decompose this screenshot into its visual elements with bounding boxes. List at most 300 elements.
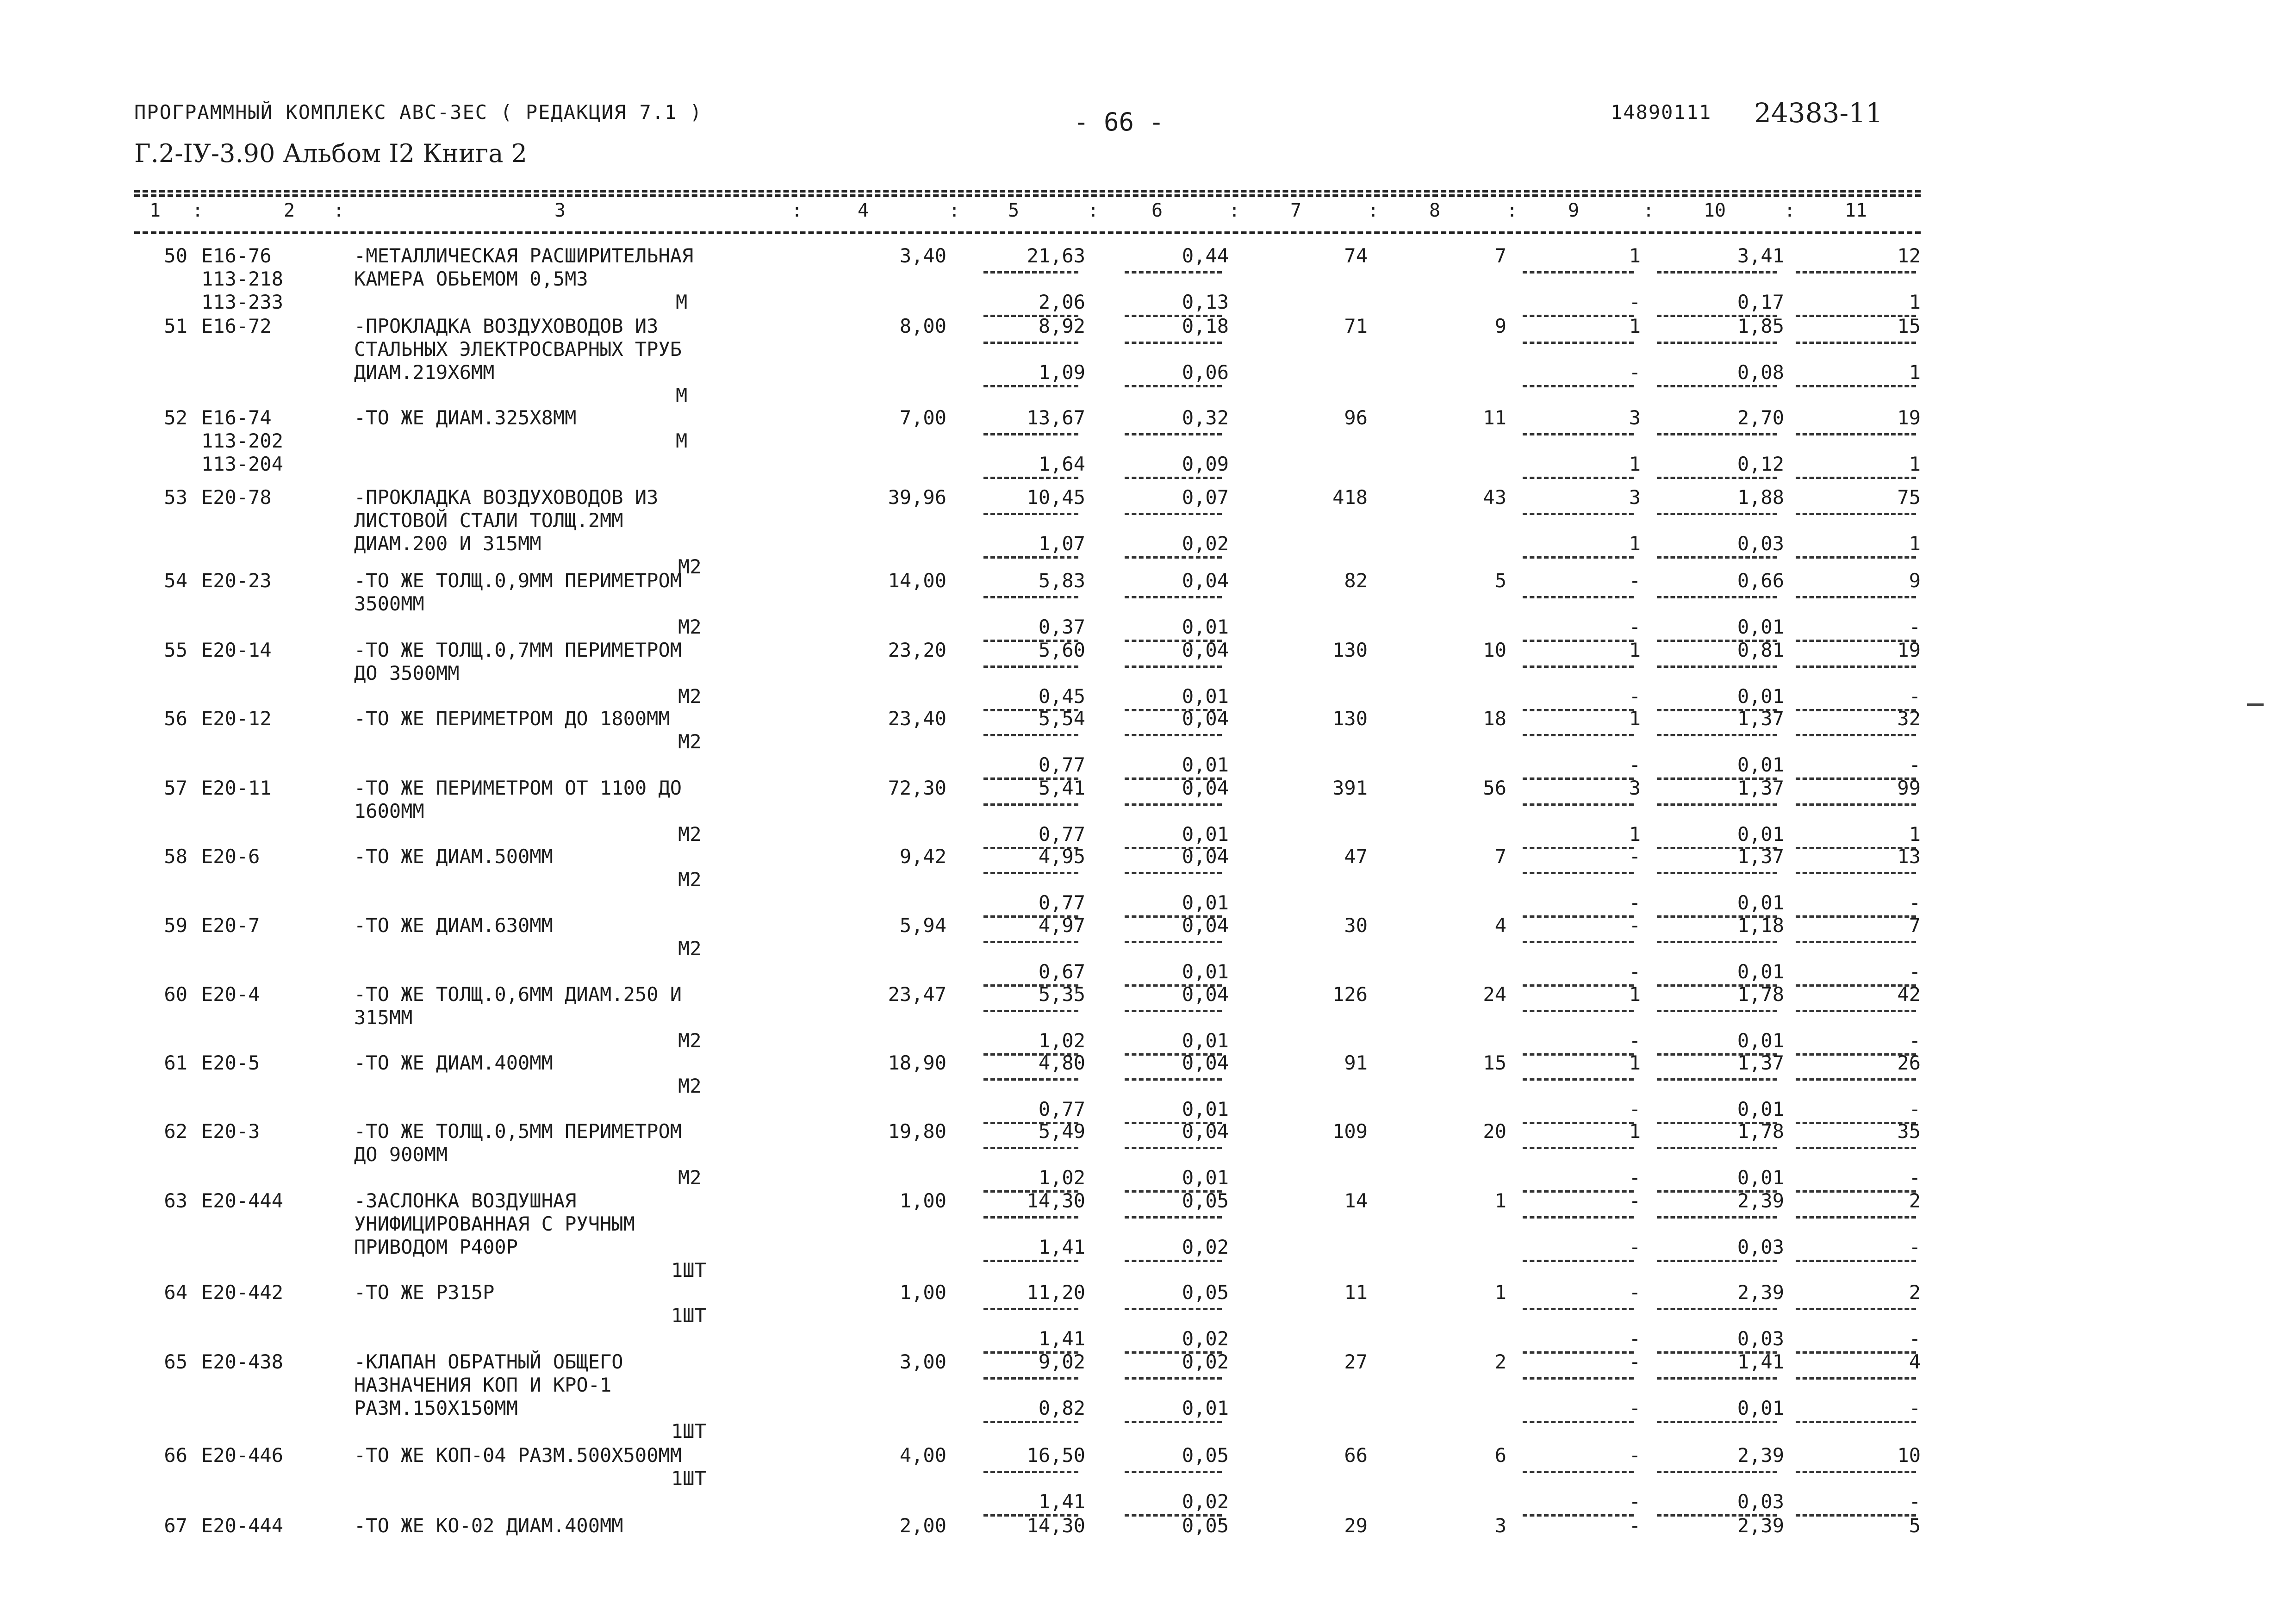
value-col-7: 91 — [1344, 1051, 1368, 1074]
value-second-5: 1,07 — [1038, 532, 1085, 555]
value-second-6: 0,01 — [1182, 823, 1229, 846]
cell-divider — [1125, 1260, 1222, 1262]
measure-unit: 1ШТ — [671, 1259, 706, 1281]
column-separator: : — [1784, 200, 1796, 221]
value-col-11: 12 — [1897, 244, 1921, 267]
value-col-8: 43 — [1483, 486, 1506, 509]
cell-divider — [1125, 342, 1222, 344]
value-col-5: 5,54 — [1038, 707, 1085, 730]
value-second-9: - — [1629, 291, 1641, 313]
work-description: -ТО ЖЕ ДИАМ.400ММ — [354, 1051, 553, 1074]
quantity: 3,40 — [899, 244, 946, 267]
value-col-6: 0,18 — [1182, 315, 1229, 337]
cell-divider — [983, 385, 1078, 387]
cell-divider — [1523, 665, 1634, 668]
cell-divider — [1125, 665, 1222, 668]
cell-divider — [1796, 477, 1916, 479]
row-number: 50 — [164, 244, 187, 267]
value-col-10: 1,85 — [1737, 315, 1784, 337]
cell-divider — [1796, 872, 1916, 874]
measure-unit: М2 — [678, 685, 702, 708]
value-second-9: - — [1629, 1327, 1641, 1350]
quantity: 8,00 — [899, 315, 946, 337]
value-col-5: 11,20 — [1027, 1281, 1085, 1304]
table-row — [0, 1281, 2296, 1350]
value-col-8: 18 — [1483, 707, 1506, 730]
cell-divider — [1125, 1471, 1222, 1473]
value-col-7: 391 — [1332, 777, 1368, 799]
value-col-7: 418 — [1332, 486, 1368, 509]
cell-divider — [1657, 596, 1777, 598]
cell-divider — [1523, 1377, 1634, 1380]
value-second-11: 1 — [1909, 291, 1921, 313]
value-col-9: 1 — [1629, 983, 1641, 1006]
value-col-7: 71 — [1344, 315, 1368, 337]
cell-divider — [1523, 734, 1634, 736]
quantity: 23,47 — [888, 983, 946, 1006]
value-col-9: - — [1629, 569, 1641, 592]
column-separator: : — [1229, 200, 1240, 221]
value-second-9: - — [1629, 1166, 1641, 1189]
value-col-8: 56 — [1483, 777, 1506, 799]
page-number: - 66 - — [1074, 107, 1164, 137]
value-second-5: 0,82 — [1038, 1397, 1085, 1419]
value-col-5: 9,02 — [1038, 1350, 1085, 1373]
value-col-11: 5 — [1909, 1514, 1921, 1537]
value-col-8: 1 — [1494, 1189, 1506, 1212]
work-description: -ТО ЖЕ ТОЛЩ.0,5ММ ПЕРИМЕТРОМ ДО 900ММ — [354, 1120, 682, 1166]
column-separator: : — [1088, 200, 1099, 221]
cell-divider — [1657, 342, 1777, 344]
norm-codes: Е20-3 — [201, 1120, 260, 1143]
value-col-9: - — [1629, 914, 1641, 937]
value-col-6: 0,05 — [1182, 1444, 1229, 1467]
value-col-5: 5,60 — [1038, 639, 1085, 661]
cell-divider — [983, 556, 1078, 559]
value-second-11: - — [1909, 891, 1921, 914]
value-second-9: 1 — [1629, 453, 1641, 475]
cell-divider — [1523, 941, 1634, 943]
work-description: -ТО ЖЕ ПЕРИМЕТРОМ ОТ 1100 ДО 1600ММ — [354, 777, 682, 822]
cell-divider — [983, 1078, 1078, 1081]
value-second-9: 1 — [1629, 823, 1641, 846]
value-second-5: 0,37 — [1038, 616, 1085, 638]
value-col-10: 0,81 — [1737, 639, 1784, 661]
value-col-8: 1 — [1494, 1281, 1506, 1304]
column-header-9: 9 — [1568, 200, 1580, 221]
cell-divider — [1523, 433, 1634, 435]
cell-divider — [1796, 734, 1916, 736]
value-second-5: 0,67 — [1038, 960, 1085, 983]
value-col-11: 13 — [1897, 845, 1921, 868]
value-second-10: 0,01 — [1737, 1397, 1784, 1419]
value-second-9: - — [1629, 1236, 1641, 1258]
value-col-5: 4,95 — [1038, 845, 1085, 868]
value-col-10: 1,37 — [1737, 1051, 1784, 1074]
value-second-9: - — [1629, 960, 1641, 983]
value-col-9: 1 — [1629, 1051, 1641, 1074]
column-header-5: 5 — [1008, 200, 1020, 221]
value-second-6: 0,02 — [1182, 1236, 1229, 1258]
cell-divider — [1523, 556, 1634, 559]
cell-divider — [1657, 803, 1777, 806]
row-number: 57 — [164, 777, 187, 799]
value-second-11: - — [1909, 1098, 1921, 1120]
value-col-11: 2 — [1909, 1281, 1921, 1304]
cell-divider — [1796, 1260, 1916, 1262]
value-second-9: - — [1629, 1029, 1641, 1052]
work-description: -ТО ЖЕ ДИАМ.630ММ — [354, 914, 553, 937]
value-col-5: 4,80 — [1038, 1051, 1085, 1074]
cell-divider — [1796, 1308, 1916, 1310]
value-col-9: - — [1629, 1514, 1641, 1537]
row-number: 65 — [164, 1350, 187, 1373]
value-col-9: - — [1629, 1444, 1641, 1467]
value-col-10: 0,66 — [1737, 569, 1784, 592]
value-col-5: 10,45 — [1027, 486, 1085, 509]
value-col-11: 19 — [1897, 406, 1921, 429]
quantity: 4,00 — [899, 1444, 946, 1467]
column-header-8: 8 — [1429, 200, 1441, 221]
value-col-6: 0,05 — [1182, 1189, 1229, 1212]
value-second-10: 0,01 — [1737, 753, 1784, 776]
measure-unit: М2 — [678, 937, 702, 960]
value-second-11: 1 — [1909, 532, 1921, 555]
cell-divider — [983, 734, 1078, 736]
value-second-9: - — [1629, 753, 1641, 776]
value-col-5: 14,30 — [1027, 1514, 1085, 1537]
row-number: 66 — [164, 1444, 187, 1467]
measure-unit: М — [676, 291, 688, 313]
measure-unit: 1ШТ — [671, 1467, 706, 1490]
cell-divider — [1796, 941, 1916, 943]
value-col-7: 66 — [1344, 1444, 1368, 1467]
value-col-11: 42 — [1897, 983, 1921, 1006]
value-second-6: 0,02 — [1182, 532, 1229, 555]
value-second-11: 1 — [1909, 823, 1921, 846]
norm-codes: Е20-5 — [201, 1051, 260, 1074]
value-col-8: 10 — [1483, 639, 1506, 661]
cell-divider — [983, 1471, 1078, 1473]
value-col-6: 0,05 — [1182, 1281, 1229, 1304]
quantity: 14,00 — [888, 569, 946, 592]
value-second-9: - — [1629, 891, 1641, 914]
value-col-6: 0,04 — [1182, 707, 1229, 730]
value-col-5: 16,50 — [1027, 1444, 1085, 1467]
quantity: 18,90 — [888, 1051, 946, 1074]
table-row — [0, 845, 2296, 914]
value-second-10: 0,01 — [1737, 616, 1784, 638]
value-second-5: 1,41 — [1038, 1236, 1085, 1258]
value-second-9: - — [1629, 1397, 1641, 1419]
cell-divider — [1125, 803, 1222, 806]
value-col-7: 27 — [1344, 1350, 1368, 1373]
table-row — [0, 1514, 2296, 1584]
value-col-8: 7 — [1494, 244, 1506, 267]
row-number: 61 — [164, 1051, 187, 1074]
quantity: 39,96 — [888, 486, 946, 509]
value-col-9: - — [1629, 1189, 1641, 1212]
table-row — [0, 569, 2296, 639]
cell-divider — [1796, 1377, 1916, 1380]
margin-mark — [2247, 703, 2264, 706]
norm-codes: Е20-7 — [201, 914, 260, 937]
value-col-11: 26 — [1897, 1051, 1921, 1074]
value-second-10: 0,01 — [1737, 823, 1784, 846]
value-second-5: 0,77 — [1038, 1098, 1085, 1120]
cell-divider — [1125, 1010, 1222, 1012]
column-separator: : — [949, 200, 960, 221]
work-description: -ТО ЖЕ ДИАМ.325Х8ММ — [354, 406, 577, 429]
row-number: 55 — [164, 639, 187, 661]
measure-unit: М2 — [678, 823, 702, 846]
value-second-10: 0,01 — [1737, 1166, 1784, 1189]
value-col-6: 0,44 — [1182, 244, 1229, 267]
value-second-5: 1,09 — [1038, 361, 1085, 384]
cell-divider — [1523, 271, 1634, 274]
value-second-6: 0,02 — [1182, 1490, 1229, 1513]
cell-divider — [983, 1421, 1078, 1423]
value-col-10: 1,18 — [1737, 914, 1784, 937]
cell-divider — [1796, 665, 1916, 668]
value-col-8: 9 — [1494, 315, 1506, 337]
norm-codes: Е16-74 113-202 113-204 — [201, 406, 284, 475]
cell-divider — [1125, 1147, 1222, 1149]
value-col-7: 11 — [1344, 1281, 1368, 1304]
album-title: Г.2-IУ-3.90 Альбом I2 Книга 2 — [134, 139, 527, 168]
work-description: -ТО ЖЕ ТОЛЩ.0,9ММ ПЕРИМЕТРОМ 3500ММ — [354, 569, 682, 615]
cell-divider — [1523, 1308, 1634, 1310]
work-description: -ЗАСЛОНКА ВОЗДУШНАЯ УНИФИЦИРОВАННАЯ С РУЧНЫМ ПРИВОДОМ Р400Р — [354, 1189, 635, 1258]
quantity: 1,00 — [899, 1189, 946, 1212]
table-row — [0, 707, 2296, 777]
norm-codes: Е20-6 — [201, 845, 260, 868]
value-col-6: 0,04 — [1182, 1051, 1229, 1074]
value-col-5: 4,97 — [1038, 914, 1085, 937]
measure-unit: 1ШТ — [671, 1420, 706, 1443]
measure-unit: М2 — [678, 1166, 702, 1189]
column-separator: : — [1368, 200, 1379, 221]
column-separator: : — [333, 200, 345, 221]
value-col-7: 30 — [1344, 914, 1368, 937]
work-description: -ТО ЖЕ ДИАМ.500ММ — [354, 845, 553, 868]
value-second-6: 0,01 — [1182, 616, 1229, 638]
quantity: 5,94 — [899, 914, 946, 937]
cell-divider — [1657, 433, 1777, 435]
value-col-10: 1,88 — [1737, 486, 1784, 509]
column-separator: : — [1643, 200, 1655, 221]
value-second-10: 0,01 — [1737, 960, 1784, 983]
value-second-9: - — [1629, 616, 1641, 638]
value-second-10: 0,03 — [1737, 1236, 1784, 1258]
row-number: 67 — [164, 1514, 187, 1537]
value-col-7: 96 — [1344, 406, 1368, 429]
cell-divider — [1125, 477, 1222, 479]
work-description: -ТО ЖЕ ТОЛЩ.0,6ММ ДИАМ.250 И 315ММ — [354, 983, 682, 1029]
cell-divider — [1125, 513, 1222, 515]
value-col-7: 74 — [1344, 244, 1368, 267]
value-col-8: 5 — [1494, 569, 1506, 592]
program-title: ПРОГРАММНЫЙ КОМПЛЕКС АВС-3ЕС ( РЕДАКЦИЯ 7.1 ) — [134, 101, 703, 124]
value-col-10: 2,39 — [1737, 1444, 1784, 1467]
value-col-9: 1 — [1629, 707, 1641, 730]
value-col-8: 7 — [1494, 845, 1506, 868]
handwritten-number: 24383-11 — [1754, 97, 1883, 129]
cell-divider — [1657, 1216, 1777, 1219]
value-second-5: 2,06 — [1038, 291, 1085, 313]
work-description: -ТО ЖЕ ПЕРИМЕТРОМ ДО 1800ММ — [354, 707, 670, 730]
value-second-10: 0,08 — [1737, 361, 1784, 384]
norm-codes: Е20-14 — [201, 639, 272, 661]
value-col-11: 2 — [1909, 1189, 1921, 1212]
value-second-11: - — [1909, 1327, 1921, 1350]
value-second-6: 0,01 — [1182, 1029, 1229, 1052]
value-col-11: 99 — [1897, 777, 1921, 799]
value-col-10: 3,41 — [1737, 244, 1784, 267]
value-col-10: 2,39 — [1737, 1281, 1784, 1304]
value-col-10: 1,37 — [1737, 777, 1784, 799]
row-number: 56 — [164, 707, 187, 730]
document-code: 14890111 — [1611, 101, 1712, 124]
value-second-11: 1 — [1909, 453, 1921, 475]
cell-divider — [983, 1216, 1078, 1219]
table-row — [0, 315, 2296, 407]
work-description: -ПРОКЛАДКА ВОЗДУХОВОДОВ ИЗ ЛИСТОВОЙ СТАЛИ ТОЛЩ.2ММ ДИАМ.200 И 315ММ — [354, 486, 659, 555]
value-second-11: - — [1909, 1166, 1921, 1189]
cell-divider — [983, 1147, 1078, 1149]
cell-divider — [1523, 1421, 1634, 1423]
value-second-10: 0,03 — [1737, 1327, 1784, 1350]
value-col-8: 2 — [1494, 1350, 1506, 1373]
cell-divider — [1125, 1377, 1222, 1380]
cell-divider — [983, 1308, 1078, 1310]
value-col-6: 0,07 — [1182, 486, 1229, 509]
cell-divider — [1796, 556, 1916, 559]
row-number: 64 — [164, 1281, 187, 1304]
value-col-9: 1 — [1629, 315, 1641, 337]
cell-divider — [1523, 1010, 1634, 1012]
table-row — [0, 486, 2296, 578]
value-col-8: 4 — [1494, 914, 1506, 937]
cell-divider — [1796, 513, 1916, 515]
value-col-8: 3 — [1494, 1514, 1506, 1537]
row-number: 62 — [164, 1120, 187, 1143]
value-second-6: 0,01 — [1182, 1166, 1229, 1189]
cell-divider — [1796, 1471, 1916, 1473]
value-col-6: 0,02 — [1182, 1350, 1229, 1373]
cell-divider — [1657, 872, 1777, 874]
value-second-9: - — [1629, 361, 1641, 384]
value-col-8: 6 — [1494, 1444, 1506, 1467]
measure-unit: М — [676, 429, 688, 452]
table-row — [0, 983, 2296, 1052]
cell-divider — [1125, 872, 1222, 874]
cell-divider — [1657, 477, 1777, 479]
cell-divider — [1125, 271, 1222, 274]
cell-divider — [983, 1377, 1078, 1380]
row-number: 53 — [164, 486, 187, 509]
cell-divider — [1796, 1078, 1916, 1081]
cell-divider — [1796, 342, 1916, 344]
value-col-10: 2,70 — [1737, 406, 1784, 429]
value-col-7: 14 — [1344, 1189, 1368, 1212]
value-col-5: 5,35 — [1038, 983, 1085, 1006]
value-second-6: 0,06 — [1182, 361, 1229, 384]
value-col-5: 5,83 — [1038, 569, 1085, 592]
work-description: -ТО ЖЕ Р315Р — [354, 1281, 495, 1304]
value-col-6: 0,04 — [1182, 914, 1229, 937]
cell-divider — [983, 596, 1078, 598]
value-col-10: 1,78 — [1737, 1120, 1784, 1143]
norm-codes: Е20-78 — [201, 486, 272, 509]
value-second-9: - — [1629, 1490, 1641, 1513]
value-second-11: 1 — [1909, 361, 1921, 384]
value-second-5: 0,45 — [1038, 685, 1085, 708]
cell-divider — [1657, 1260, 1777, 1262]
value-second-5: 0,77 — [1038, 891, 1085, 914]
cell-divider — [1523, 803, 1634, 806]
value-col-6: 0,05 — [1182, 1514, 1229, 1537]
column-header-10: 10 — [1703, 200, 1726, 221]
work-description: -КЛАПАН ОБРАТНЫЙ ОБЩЕГО НАЗНАЧЕНИЯ КОП И КРО-1 РАЗМ.150Х150ММ — [354, 1350, 623, 1419]
quantity: 2,00 — [899, 1514, 946, 1537]
value-second-10: 0,03 — [1737, 1490, 1784, 1513]
cell-divider — [1657, 271, 1777, 274]
value-col-8: 15 — [1483, 1051, 1506, 1074]
value-second-11: - — [1909, 753, 1921, 776]
column-header-4: 4 — [857, 200, 869, 221]
measure-unit: 1ШТ — [671, 1304, 706, 1327]
value-second-10: 0,01 — [1737, 685, 1784, 708]
cell-divider — [1796, 1216, 1916, 1219]
norm-codes: Е20-444 — [201, 1514, 284, 1537]
value-col-11: 9 — [1909, 569, 1921, 592]
value-col-9: - — [1629, 1281, 1641, 1304]
value-col-7: 47 — [1344, 845, 1368, 868]
cell-divider — [1125, 941, 1222, 943]
cell-divider — [1523, 1078, 1634, 1081]
cell-divider — [1657, 1078, 1777, 1081]
cell-divider — [1657, 513, 1777, 515]
value-second-10: 0,01 — [1737, 891, 1784, 914]
value-col-9: 3 — [1629, 406, 1641, 429]
quantity: 19,80 — [888, 1120, 946, 1143]
column-header-7: 7 — [1290, 200, 1302, 221]
value-second-6: 0,02 — [1182, 1327, 1229, 1350]
value-col-5: 13,67 — [1027, 406, 1085, 429]
value-col-9: 1 — [1629, 639, 1641, 661]
column-header-1: 1 — [149, 200, 161, 221]
value-col-7: 126 — [1332, 983, 1368, 1006]
value-second-6: 0,01 — [1182, 960, 1229, 983]
value-col-5: 5,41 — [1038, 777, 1085, 799]
table-row — [0, 639, 2296, 708]
cell-divider — [1657, 385, 1777, 387]
value-col-11: 75 — [1897, 486, 1921, 509]
cell-divider — [1125, 1078, 1222, 1081]
cell-divider — [1657, 556, 1777, 559]
value-col-7: 130 — [1332, 639, 1368, 661]
cell-divider — [1657, 941, 1777, 943]
cell-divider — [1523, 477, 1634, 479]
value-second-11: - — [1909, 960, 1921, 983]
value-second-11: - — [1909, 1397, 1921, 1419]
quantity: 3,00 — [899, 1350, 946, 1373]
norm-codes: Е16-76 113-218 113-233 — [201, 244, 284, 313]
column-header-6: 6 — [1151, 200, 1163, 221]
value-col-8: 24 — [1483, 983, 1506, 1006]
column-separator: : — [192, 200, 204, 221]
